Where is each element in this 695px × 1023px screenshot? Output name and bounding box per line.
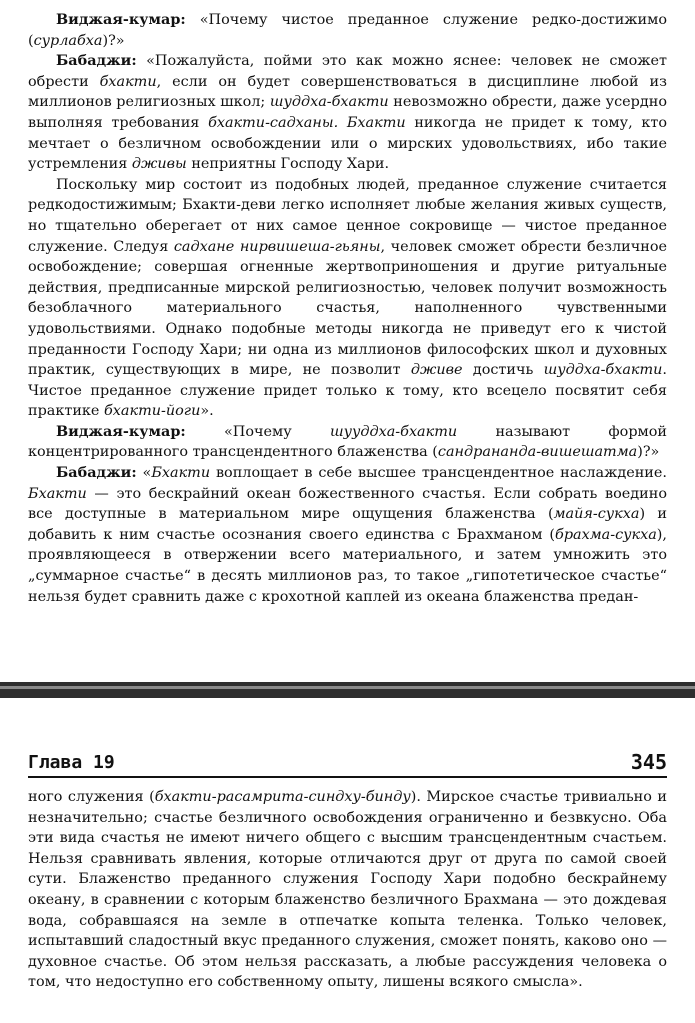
text-run: неприятны Господу Хари.: [186, 156, 390, 173]
italic-term: шуддха-бхакти: [269, 94, 389, 111]
paragraph-continuation: [28, 175, 667, 422]
italic-term: бхакти-йоги: [104, 403, 201, 420]
speaker-label: Виджая-кумар:: [56, 11, 186, 28]
text-run: ного служения (: [28, 789, 155, 805]
paragraph-vijaya-question-1: [28, 10, 667, 51]
text-run: . Чистое преданное служение придет только к тому, кто всецело посвятит себя практике: [28, 362, 667, 420]
italic-term: шуддха-бхакти: [543, 362, 663, 379]
italic-term: майя-сукха: [553, 506, 640, 523]
paragraph-babaji-answer-2: [28, 463, 667, 607]
speaker-label: Бабаджи:: [56, 52, 137, 70]
text-run: «Почему: [185, 423, 331, 440]
text-run: — это бескрайний океан божественного счастья. Если собрать воедино все доступные в материальном мире ощущения блаженства (: [28, 485, 667, 523]
text-run: , если он будет совершенствоваться в дисциплине любой из миллионов религиозных школ;: [28, 73, 667, 111]
text-run: называют формой концентрированного трансцендентного блаженства (: [28, 423, 667, 461]
page-gap-highlight: [0, 686, 695, 689]
page-gap-divider: [0, 682, 695, 698]
running-header: [28, 750, 667, 778]
text-run: никогда не придет к тому, кто мечтает о безличном освобождении или о мирских удовольствиях, ибо такие устремления: [28, 114, 667, 173]
text-run: ».: [200, 403, 214, 420]
italic-term: Бхакти: [151, 465, 211, 482]
text-run: «Пожалуйста, пойми это как можно яснее: человек не сможет обрести: [28, 53, 667, 90]
text-run: ) и добавить к ним счастье осознания своего единства с Брахманом (: [28, 506, 667, 543]
italic-term: сурлабха: [33, 32, 103, 49]
text-run: ). Мирское счастье тривиально и незначительно; счастье безличного освобождения ограниченно и безвкусно. Оба эти вида счастья не имеют ничего общего с высшим трансцендентным счастьем. Нельзя сравнивать явления, которые отличаются друг от друга по самой своей сути. Блаженство преданного служения Господу Хари подобно бескрайнему океану, в сравнении с которым блаженство безличного Брахмана — это дождевая вода, собравшаяся на земле в отпечатке копыта теленка. Только человек, испытавший сладостный вкус преданного служения, сможет понять, каково оно — духовное счастье. Об этом нельзя рассказать, а любые рассуждения человека о том, что недоступно его собственному опыту, лишены всякого смысла».: [28, 789, 667, 991]
paragraph-babaji-answer-1: [28, 51, 667, 175]
speaker-label: Бабаджи:: [56, 464, 137, 482]
text-run: невозможно обрести, даже усердно выполняя требования: [28, 94, 668, 131]
text-run: Поскольку мир состоит из подобных людей, преданное служение считается редкодостижимым; Бхакти-деви легко исполняет любые желания живых существ, но тщательно оберегает от них самое ценное сокровище — чистое преданное служение. Следуя: [28, 176, 667, 255]
italic-term: бхакти: [99, 73, 157, 90]
text-run: , человек сможет обрести безличное освобождение; совершая огненные жертвоприношения и другие ритуальные действия, предписанные мирской религиозностью, человек получит возможность безоблачного материального счастья, наполненного чувственными удовольствиями. Однако подобные методы никогда не приведут его к чистой преданности Господу Хари; ни одна из миллионов философских школ и духовных практик, существующих в мире, не позволит: [28, 238, 668, 379]
italic-term: бхакти-садханы. Бхакти: [208, 114, 406, 131]
speaker-label: Виджая-кумар:: [56, 422, 186, 440]
paragraph-continuation-lower: [28, 787, 667, 993]
text-run: «: [136, 465, 152, 482]
italic-term: шууддха-бхакти: [330, 423, 458, 440]
italic-term: брахма-сукха: [555, 526, 657, 543]
text-run: достичь: [462, 362, 544, 379]
italic-term: садхане нирвишеша-гьяны: [173, 238, 381, 255]
lower-text-body: [28, 787, 667, 993]
italic-term: дживы: [131, 156, 187, 173]
page-number: 345: [630, 750, 667, 774]
text-run: )?»: [102, 32, 125, 49]
text-run: ), проявляющееся в отвержении всего материального, и затем умножить это „суммарное счастье“ в десять миллионов раз, то такое „гипотетическое счастье“ нельзя будет сравнить даже с крохотной каплей из океана блаженства предан-: [28, 526, 667, 605]
upper-text-body: [28, 10, 667, 607]
chapter-title: Глава 19: [28, 752, 115, 773]
text-run: )?»: [637, 444, 660, 461]
text-run: «Почему чистое преданное служение редко-достижимо (: [28, 12, 667, 49]
italic-term: сандрананда-вишешатма: [437, 444, 638, 461]
italic-term: бхакти-расамрита-синдху-бинду: [154, 789, 411, 805]
italic-term: Бхакти: [28, 485, 87, 502]
text-run: воплощает в себе высшее трансцендентное наслаждение.: [210, 465, 667, 482]
italic-term: дживе: [410, 362, 463, 379]
paragraph-vijaya-question-2: [28, 422, 667, 463]
